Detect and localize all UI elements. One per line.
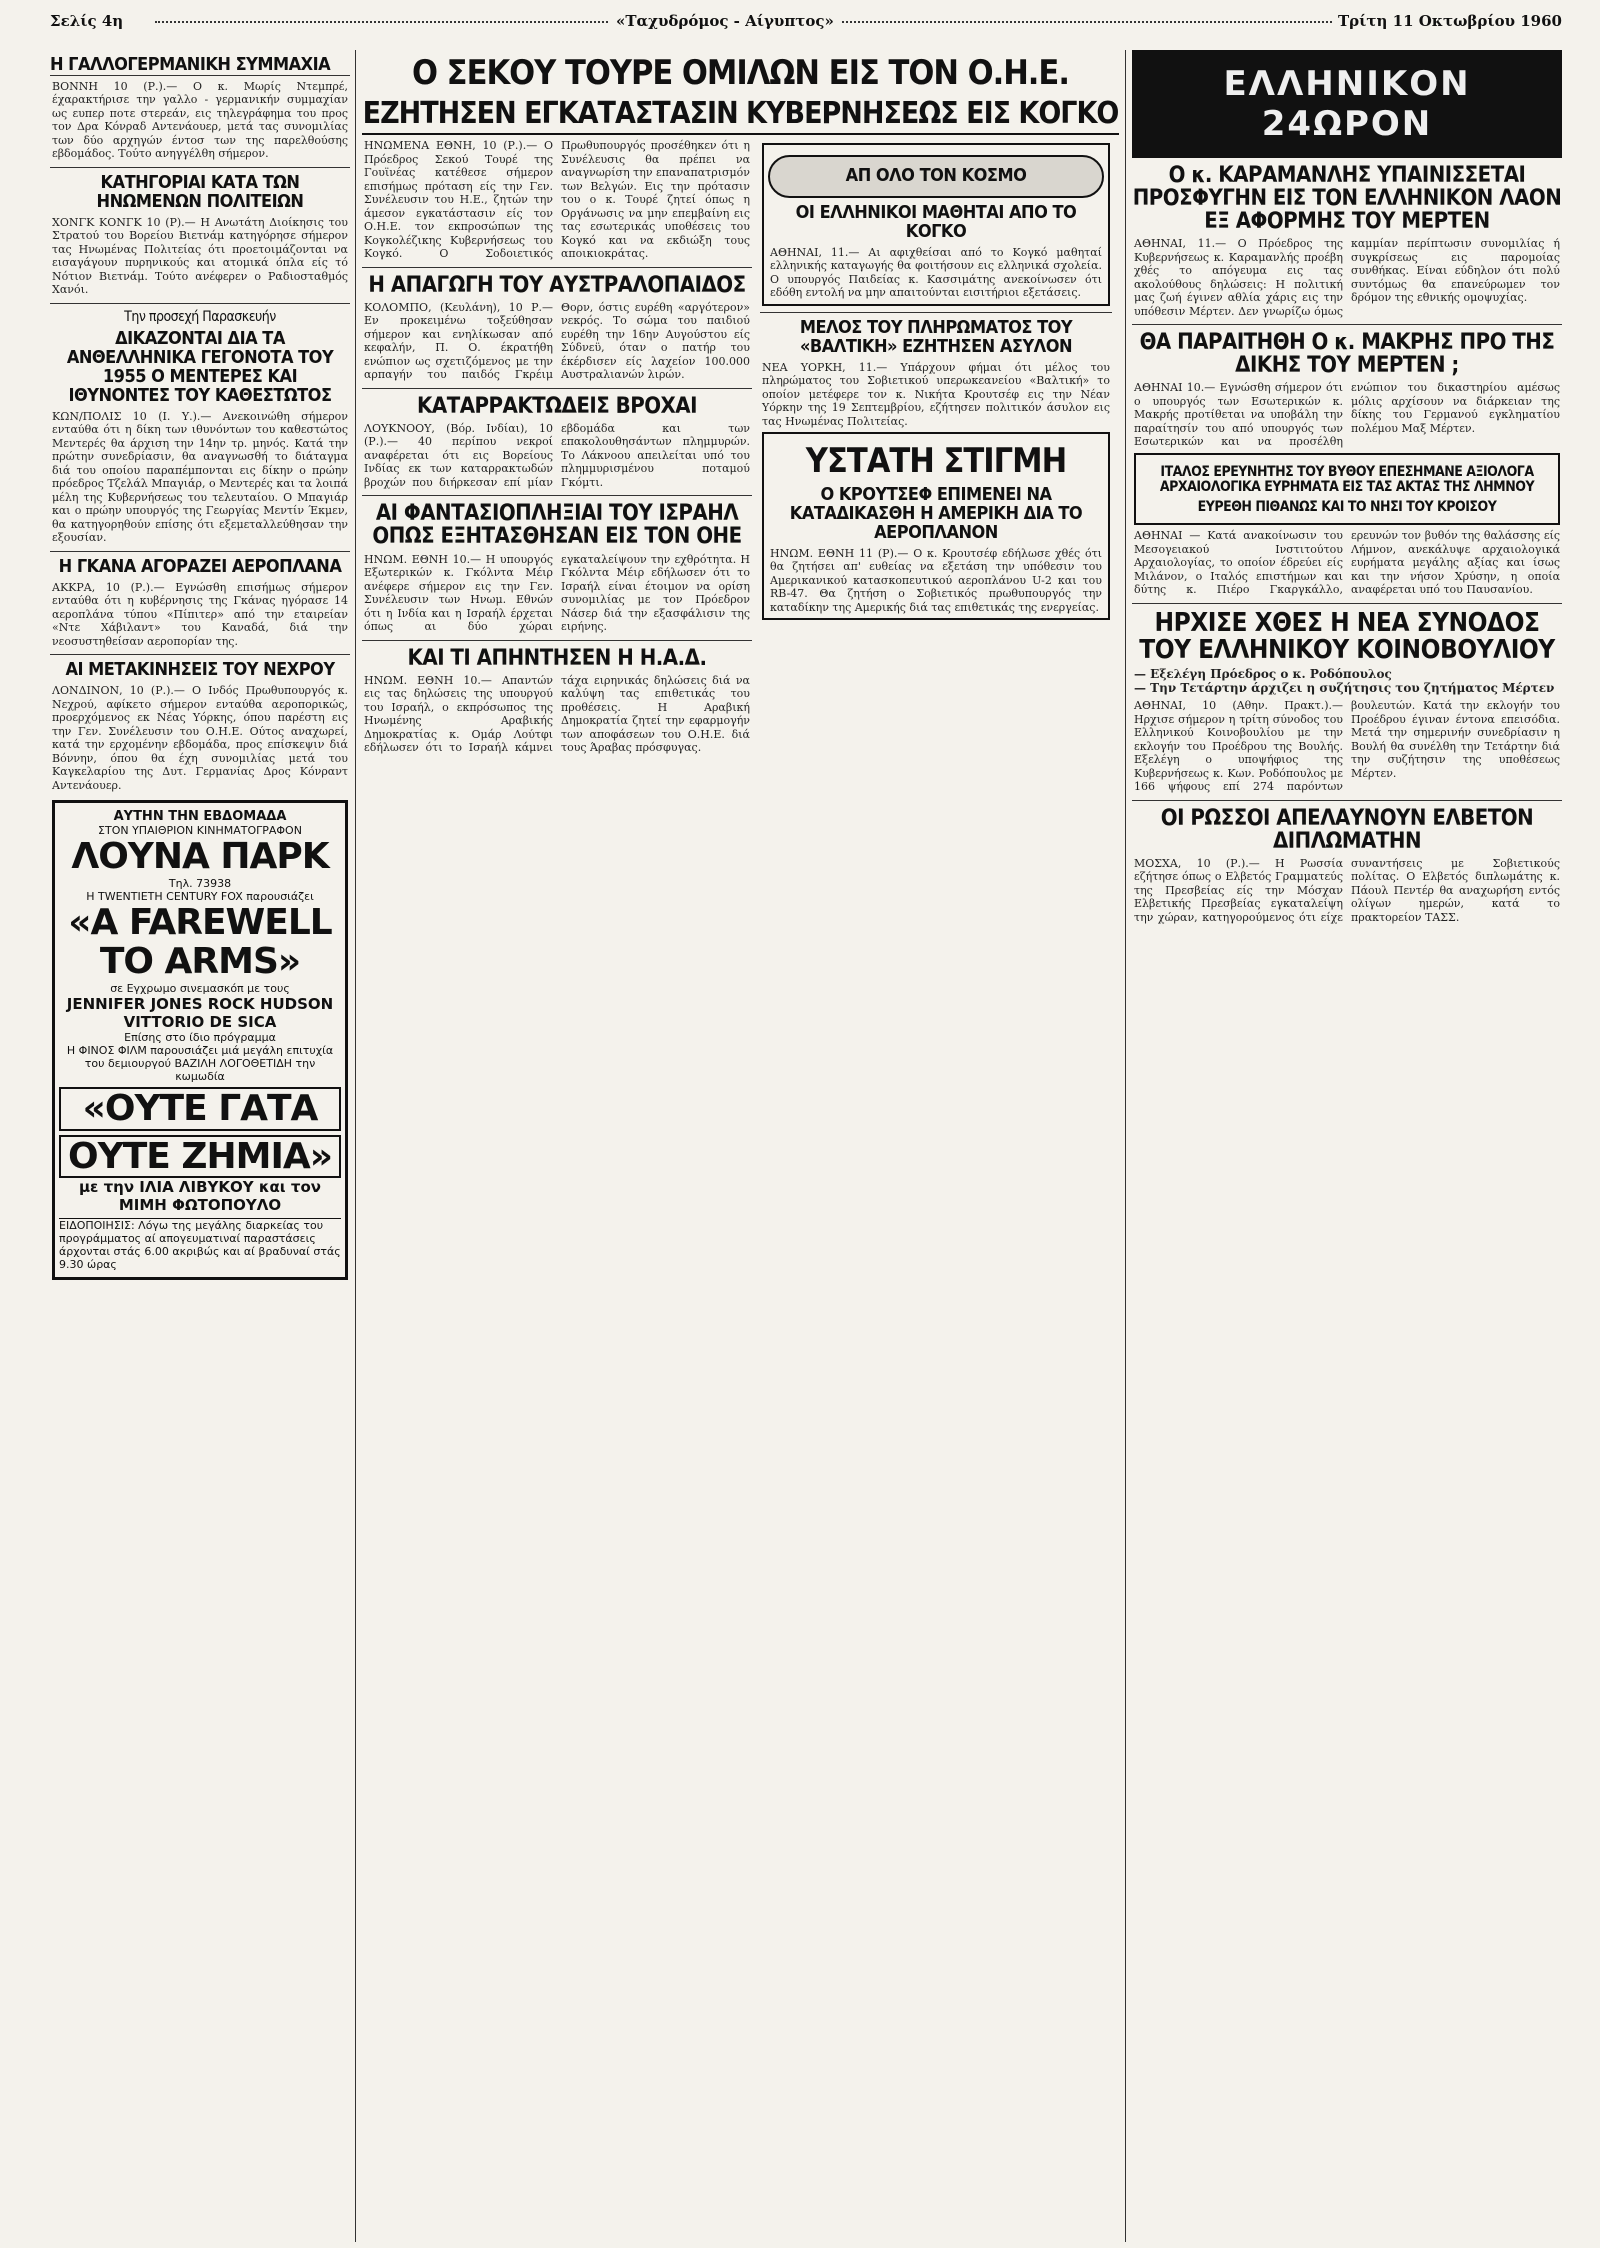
- page-number: Σελίς 4η: [50, 12, 124, 30]
- column-rule: [1125, 50, 1126, 2242]
- article-body: ΗΝΩΜ. ΕΘΝΗ 10.— Η υπουργός Εξωτερικών κ. Γκόλντα Μέιρ ανέφερε σήμερον εις την Γεν. Συνέλευσιν των Ηνωμ. Εθνών ότι η Ινδία και η Ισραήλ έρχεται όπως αι δύο χώραι εγκαταλείψουν την εχθρότητα. Η Γκόλντα Μέιρ εδήλωσεν ότι το Ισραήλ είναι έτοιμον να ορίση συνομιλίας με τον Πρόεδρον Νάσερ διά την εξασφάλισιν της ειρήνης.: [364, 552, 750, 634]
- middle-left: [362, 139, 752, 754]
- article-body: ΝΕΑ ΥΟΡΚΗ, 11.— Υπάρχουν φήμαι ότι μέλος του πληρώματος του Σοβιετικού υπερωκεανείου «Βαλτική» το οποίον μετέφερε τον κ. Νικήτα Κρουτσέφ εις την Νέαν Υόρκην της 19 Σεπτεμβρίου, εζήτησεν πολιτικόν άσυλον εις τας Ηνωμένας Πολιτείας.: [762, 360, 1110, 428]
- headline: ΑΙ ΦΑΝΤΑΣΙΟΠΛΗΞΙΑΙ ΤΟΥ ΙΣΡΑΗΛ ΟΠΩΣ ΕΞΗΤΑΣΘΗΣΑΝ ΕΙΣ ΤΟΝ ΟΗΕ: [372, 501, 742, 550]
- issue-date: Τρίτη 11 Οκτωβρίου 1960: [1332, 12, 1562, 30]
- cinema-advertisement: [52, 800, 348, 1280]
- article-body: ΛΟΥΚΝΟΟΥ, (Βόρ. Ινδίαι), 10 (Ρ.).— 40 περίπου νεκροί αναφέρεται ότι εις Βορείους Ινδίας εκ των καταρρακτωδών βροχών που διήρκεσαν επί μίαν εβδομάδα και των επακολουθησάντων πλημμυρών. Το Λάκνοου απειλείται υπό του πλημμυρισμένου ποταμού Γκόμτι.: [364, 421, 750, 489]
- subhead: — Εξελέγη Πρόεδρος ο κ. Ροδόπουλος: [1134, 667, 1392, 682]
- article-body: ΑΚΚΡΑ, 10 (Ρ.).— Εγνώσθη επισήμως σήμερον ενταύθα ότι η κυβέρνησις της Γκάνας ηγόρασε 14 αεροπλάνα τύπου «Πίπιτερ» από την εταιρείαν «Ντε Χάβιλαντ» του Καναδά, διά την νεοσυστηθείσαν αεροπορίαν της.: [52, 580, 348, 648]
- headline: ΚΑΙ ΤΙ ΑΠΗΝΤΗΣΕΝ Η Η.Α.Δ.: [407, 645, 707, 671]
- headline: ΟΙ ΡΩΣΣΟΙ ΑΠΕΛΑΥΝΟΥΝ ΕΛΒΕΤΟΝ ΔΙΠΛΩΜΑΤΗΝ: [1160, 805, 1534, 854]
- divider: [50, 654, 350, 655]
- article-body: ΗΝΩΜ. ΕΘΝΗ 10.— Απαντών εις τας δηλώσεις της υπουργού του Ισραήλ, ο εκπρόσωπος της Ηνωμένης Αραβικής Δημοκρατίας κ. Ομάρ Λούτφι εδήλωσεν ότι το Ισραήλ κάμνει τάχα ειρηνικάς δηλώσεις διά να καλύψη τας επιθετικάς του προθέσεις. Η Αραβική Δημοκρατία ζητεί την εφαρμογήν των αποφάσεων του Ο.Η.Ε. διά τους Άραβας πρόσφυγας.: [364, 673, 750, 755]
- divider: [362, 267, 752, 268]
- divider: [1132, 603, 1562, 604]
- column-left: [50, 50, 350, 2242]
- article-body: ΚΩΝ/ΠΟΛΙΣ 10 (Ι. Υ.).— Ανεκοινώθη σήμερον ενταύθα ότι η δίκη των ιθυνόντων του καθεστώτος Μεντερές θα άρχιση την 14ην τρ. μηνός. Κατά την πρώτην συνεδρίασιν, θα αναγνωσθή το διάταγμα διά του οποίου παραπέμπονται εις δίκην ο πρώην πρόεδρος Τζελάλ Μπαγιάρ, ο Μεντερές και τα λοιπά μέλη της Κυβερνήσεως του τελευταίου. Ο Μπαγιάρ και ο πρώην υπουργός της Γεωργίας Μεντίν Έκμεν, θα κατηγορηθούν επίσης ότι εξεμεταλλεύθησαν την εξουσίαν.: [52, 409, 349, 545]
- film-title: ΟΥΤΕ ΖΗΜΙΑ»: [59, 1135, 341, 1179]
- divider: [362, 640, 752, 641]
- article-body: ΛΟΝΔΙΝΟΝ, 10 (Ρ.).— Ο Ινδός Πρωθυπουργός κ. Νεχρού, αφίκετο σήμερον ενταύθα αεροπορικώς, προερχόμενος εκ Νέας Υόρκης, όπου παρέστη εις την Γεν. Συνέλευσιν του Ο.Η.Ε. Ούτος αναχωρεί, κατά την ερχομένην εβδομάδα, προς επίσκεψιν διά Βόννην, όπου θα έχη συνομιλίας μετά του Καγκελαρίου της Δυτ. Γερμανίας Δρος Κόνραντ Αντενάουερ.: [52, 684, 348, 792]
- archaeology-box: [1134, 453, 1560, 525]
- newspaper-page: [50, 6, 1562, 2242]
- divider: [760, 312, 1112, 313]
- cast-list: με την ΙΛΙΑ ΛΙΒΥΚΟΥ και τον ΜΙΜΗ ΦΩΤΟΠΟΥΛΟ: [79, 1178, 321, 1215]
- late-news-box: [762, 432, 1110, 620]
- middle-right: [760, 139, 1112, 754]
- cinema-name: ΛΟΥΝΑ ΠΑΡΚ: [71, 836, 329, 878]
- column-rule: [355, 50, 356, 2242]
- divider: [50, 167, 350, 168]
- headline: ΚΑΤΗΓΟΡΙΑΙ ΚΑΤΑ ΤΩΝ ΗΝΩΜΕΝΩΝ ΠΟΛΙΤΕΙΩΝ: [96, 171, 304, 212]
- headline: ΑΙ ΜΕΤΑΚΙΝΗΣΕΙΣ ΤΟΥ ΝΕΧΡΟΥ: [65, 659, 335, 681]
- film-title: «ΟΥΤΕ ΓΑΤΑ: [59, 1087, 341, 1131]
- article-body: ΗΝΩΜΕΝΑ ΕΘΝΗ, 10 (Ρ.).— Ο Πρόεδρος Σεκού Τουρέ της Γουϊνέας κατέθεσε σήμερον επισήμως πρόταση είς την Γεν. Συνέλευσιν του Η.Ε., ζητών την άμεσον εγκατάστασιν είς τον Ο.Η.Ε. τον εκπροσώπων της Κογκολέζικης Κυβερνήσεως του Κογκό. Ο Σοδοιετικός Πρωθυπουργός προσέθηκεν ότι η Συνέλευσις θα πρέπει να αναγνωρίση την επαναπατρισμόν των Βελγών. Εις την πρότασιν του ο κ. Τουρέ ζητεί όπως η Οργάνωσις να μην επεμβαίνη εις τας εσωτερικάς υποθέσεις του Κογκό και να εκδιώξη τους αποικιοκράτας.: [364, 139, 750, 261]
- divider: [1132, 800, 1562, 801]
- article-body: ΑΘΗΝΑΙ, 11.— Αι αφιχθείσαι από το Κογκό μαθηταί ελληνικής καταγωγής θα φοιτήσουν εις ελληνικά σχολεία. Ο υπουργός Παιδείας κ. Κασσιμάτης ανεκοίνωσεν ότι εδόθη εντολή να μην απαιτούνται εισιτήριοι εξετάσεις.: [770, 245, 1102, 300]
- article-body: ΑΘΗΝΑΙ, 11.— Ο Πρόεδρος της Κυβερνήσεως κ. Καραμανλής προέβη χθές το απόγευμα εις τας ακολούθους δηλώσεις: Η πολιτική μας ζωή έγινεν αθλία χάρις εις την υπόθεσιν Μέρτεν. Δεν γνωρίζω όμως καμμίαν περίπτωσιν συνομιλίας ή συγκρίσεως εις παρομοίας συνθήκας. Είναι εύδηλον ότι πολύ συντόμως θα επανεύρωμεν τον δρόμον της εθνικής ομοψυχίας.: [1134, 237, 1560, 318]
- ad-notice: ΕΙΔΟΠΟΙΗΣΙΣ: Λόγω της μεγάλης διαρκείας του προγράμματος αί απογευματιναί παραστάσεις άρχονται στάς 6.00 ακριβώς και αί βραδυναί στάς 9.30 ώρας: [59, 1219, 341, 1272]
- format-line: σε Εγχρωμο σινεμασκόπ με τους: [110, 981, 290, 995]
- headline: Η ΓΑΛΛΟΓΕΡΜΑΝΙΚΗ ΣΥΜΜΑΧΙΑ: [50, 56, 350, 76]
- divider: [1132, 324, 1562, 325]
- ad-line: ΣΤΟΝ ΥΠΑΙΘΡΙΟΝ ΚΙΝΗΜΑΤΟΓΡΑΦΟΝ: [98, 824, 302, 838]
- article-body: ΗΝΩΜ. ΕΘΝΗ 11 (Ρ).— Ο κ. Κρουτσέφ εδήλωσε χθές ότι θα ζητήσει απ' ευθείας να εξετάση την υπόθεσιν του Αμερικανικού κατασκοπευτικού αεροπλάνου U-2 και του RB-47. Θα ζητήση ο Σοβιετικός πρωθυπουργός την καταδίκην της Αμερικής διά τας επιθετικάς της ενεργείας.: [770, 546, 1102, 614]
- headline: ΙΤΑΛΟΣ ΕΡΕΥΝΗΤΗΣ ΤΟΥ ΒΥΘΟΥ ΕΠΕΣΗΜΑΝΕ ΑΞΙΟΛΟΓΑ ΑΡΧΑΙΟΛΟΓΙΚΑ ΕΥΡΗΜΑΤΑ ΕΙΣ ΤΑΣ ΑΚΤΑΣ ΤΗΣ ΛΗΜΝΟΥ: [1159, 463, 1535, 495]
- ad-line: Η ΦΙΝΟΣ ΦΙΛΜ παρουσιάζει μιά μεγάλη επιτυχία του δεμιουργού ΒΑΖΙΛΗ ΛΟΓΟΘΕΤΙΔΗ την κωμωδία: [66, 1043, 334, 1083]
- film-title: «A FAREWELL: [68, 901, 332, 943]
- cast-list: JENNIFER JONES ROCK HUDSON VITTORIO DE SICA: [66, 994, 334, 1031]
- article-body: ΑΘΗΝΑΙ, 10 (Αθην. Πρακτ.).— Ηρχισε σήμερον η τρίτη σύνοδος του Ελληνικού Κοινοβουλίου με την εκλογήν του Προέδρου της Βουλής. Εξελέγη ο υποψήφιος της Κυβερνήσεως κ. Κων. Ροδόπουλος με 166 ψήφους επί 274 παρόντων βουλευτών. Κατά την εκλογήν του Προέδρου έγιναν έντονα επεισόδια. Μετά την σημερινήν συνεδρίασιν η Βουλή θα συνέλθη την Τετάρτην διά την συζήτησιν της υποθέσεως Μέρτεν.: [1134, 699, 1560, 794]
- world-news-box: [762, 143, 1110, 306]
- article-body: ΑΘΗΝΑΙ 10.— Εγνώσθη σήμερον ότι ο υπουργός των Εσωτερικών κ. Μακρής προτίθεται να υποβάλη την παραίτησίν του από υπουργός των Εσωτερικών και να προσέλθη ενώπιον του δικαστηρίου αμέσως μόλις αρχίσουν να διάρκειαν της δίκης του Γερμανού εγκληματίου πολέμου Μαξ Μέρτεν.: [1134, 381, 1560, 449]
- headline: ΘΑ ΠΑΡΑΙΤΗΘΗ Ο κ. ΜΑΚΡΗΣ ΠΡΟ ΤΗΣ ΔΙΚΗΣ ΤΟΥ ΜΕΡΤΕΝ ;: [1139, 330, 1555, 379]
- headline: ΗΡΧΙΣΕ ΧΘΕΣ Η ΝΕΑ ΣΥΝΟΔΟΣ ΤΟΥ ΕΛΛΗΝΙΚΟΥ ΚΟΙΝΟΒΟΥΛΙΟΥ: [1139, 607, 1555, 665]
- paper-name: «Ταχυδρόμος - Αίγυπτος»: [610, 12, 840, 30]
- article-body: ΒΟΝΝΗ 10 (Ρ.).— Ο κ. Μωρίς Ντεμπρέ, έχαρακτήρισε την γαλλο - γερμανικήν συμμαχίαν ως ευπερ ποτε στερεάν, εις τηλεγράφημα του προς τον Δρα Κόνραδ Αντενάουερ, μετά τας συνομιλίας των δύο αρχηγών έντοσ των της παρελθούσης εβδομάδος. Τούτο ανηγγέλθη σήμερον.: [52, 79, 348, 161]
- divider: [362, 495, 752, 496]
- headline: ΚΑΤΑΡΡΑΚΤΩΔΕΙΣ ΒΡΟΧΑΙ: [417, 393, 697, 419]
- column-right: [1132, 50, 1562, 2242]
- headline: Η ΑΠΑΓΩΓΗ ΤΟΥ ΑΥΣΤΡΑΛΟΠΑΙΔΟΣ: [368, 272, 746, 298]
- headline: ΔΙΚΑΖΟΝΤΑΙ ΔΙΑ ΤΑ ΑΝΘΕΛΛΗΝΙΚΑ ΓΕΓΟΝΟΤΑ ΤΟΥ 1955 Ο ΜΕΝΤΕΡΕΣ ΚΑΙ ΙΘΥΝΟΝΤΕΣ ΤΟΥ ΚΑΘΕΣΤΩΤΟΣ: [66, 328, 334, 407]
- late-news-title: ΥΣΤΑΤΗ ΣΤΙΓΜΗ: [805, 441, 1067, 482]
- world-news-banner: ΑΠ ΟΛΟ ΤΟΝ ΚΟΣΜΟ: [768, 155, 1104, 198]
- studio-line: Η TWENTIETH CENTURY FOX παρουσιάζει: [86, 889, 314, 903]
- article-body: ΚΟΛΟΜΠΟ, (Κευλάνη), 10 Ρ.— Εν προκειμένω τοξεύθησαν σήμερον και ενηλίκωσαν από κεφαλήν, Π. Ο. έκρατήθη ενώπιον ως σχετιζόμενος με την αρπαγήν του παιδός Γκρέιμ Θορν, όστις ευρέθη «αργότερον» νεκρός. Το σώμα του παιδιού ευρέθη την 16ην Αυγούστου είς Σύδνεϋ, όταν ο πατήρ του έκέρδισεν είς λαχείον 100.000 Αυστραλιανών λιρών.: [364, 300, 750, 382]
- ad-line: Επίσης στο ίδιο πρόγραμμα: [124, 1030, 276, 1044]
- divider: [50, 551, 350, 552]
- film-title: TO ARMS»: [99, 941, 301, 983]
- masthead: [50, 6, 1562, 46]
- headline: Ο κ. ΚΑΡΑΜΑΝΛΗΣ ΥΠΑΙΝΙΣΣΕΤΑΙ ΠΡΟΣΦΥΓΗΝ ΕΙΣ ΤΟΝ ΕΛΛΗΝΙΚΟΝ ΛΑΟΝ ΕΞ ΑΦΟΡΜΗΣ ΤΟΥ ΜΕΡΤΕΝ: [1132, 163, 1562, 235]
- column-middle: [362, 50, 1119, 2242]
- headline-sub: ΕΥΡΕΘΗ ΠΙΘΑΝΩΣ ΚΑΙ ΤΟ ΝΗΣΙ ΤΟΥ ΚΡΟΙΣΟΥ: [1197, 499, 1497, 516]
- divider: [50, 303, 350, 304]
- headline: ΟΙ ΕΛΛΗΝΙΚΟΙ ΜΑΘΗΤΑΙ ΑΠΟ ΤΟ ΚΟΓΚΟ: [795, 202, 1077, 242]
- headline: ΜΕΛΟΣ ΤΟΥ ΠΛΗΡΩΜΑΤΟΣ ΤΟΥ «ΒΑΛΤΙΚΗ» ΕΖΗΤΗΣΕΝ ΑΣΥΛΟΝ: [799, 316, 1073, 357]
- subhead: — Την Τετάρτην άρχιζει η συζήτησις του ζητήματος Μέρτεν: [1134, 680, 1555, 695]
- article-body: ΑΘΗΝΑΙ — Κατά ανακοίνωσιν του Μεσογειακού Ινστιτούτου Αρχαιολογίας, το οποίον έδρεύει είς Μιλάνον, ο Ιταλός επιστήμων και δύτης κ. Πιέρο Γκαργκάλλο, ερευνών τον βυθόν της θαλάσσης είς Λήμνον, ανεκάλυψε αρχαιολογικά ευρήματα μεγάλης αξίας και ίσως και την νήσον Χρύσην, η οποία αναφέρεται υπό του Παυσανίου.: [1134, 529, 1560, 597]
- article-body: ΧΟΝΓΚ ΚΟΝΓΚ 10 (Ρ).— Η Ανωτάτη Διοίκησις του Στρατού του Βορείου Βιετνάμ κατηγόρησε σήμερον τας Ηνωμένας Πολιτείας ότι προετοιμάζονται να εισαγάγουν πυρηνικούς και ατομικά όπλα είς τό Νότιον Βιετνάμ. Τούτο ανέφερεν ο Ραδιοσταθμός Χανόι.: [52, 215, 348, 297]
- greek-24h-banner: ΕΛΛΗΝΙΚΟΝ 24ΩΡΟΝ: [1132, 50, 1562, 158]
- divider: [362, 388, 752, 389]
- middle-grid: [362, 139, 1119, 754]
- headline: Η ΓΚΑΝΑ ΑΓΟΡΑΖΕΙ ΑΕΡΟΠΛΑΝΑ: [58, 555, 342, 577]
- main-headline-sub: ΕΖΗΤΗΣΕΝ ΕΓΚΑΤΑΣΤΑΣΙΝ ΚΥΒΕΡΝΗΣΕΩΣ ΕΙΣ ΚΟΓΚΟ: [362, 98, 1119, 136]
- article-body: ΜΟΣΧΑ, 10 (Ρ.).— Η Ρωσσία εζήτησε όπως ο Ελβετός Γραμματεύς της Πρεσβείας είς την Μόσχαν Ελβετικής Πρεσβείας εγκαταλείψη την χώραν, κατηγορούμενος ότι είχε συναντήσεις με Σοβιετικούς πολίτας. Ο Ελβετός διπλωμάτης κ. Πάουλ Πεντέρ θα αναχωρήση εντός ολίγων ημερών, κατά το πρακτορείον ΤΑΣΣ.: [1134, 856, 1560, 924]
- kicker: Την προσεχή Παρασκευήν: [124, 308, 276, 325]
- cinema-phone: Τηλ. 73938: [168, 876, 232, 890]
- headline: Ο ΚΡΟΥΤΣΕΦ ΕΠΙΜΕΝΕΙ ΝΑ ΚΑΤΑΔΙΚΑΣΘΗ Η ΑΜΕΡΙΚΗ ΔΙΑ ΤΟ ΑΕΡΟΠΛΑΝΟΝ: [789, 483, 1083, 543]
- ad-line: ΑΥΤΗΝ ΤΗΝ ΕΒΔΟΜΑΔΑ: [113, 809, 287, 825]
- main-headline: Ο ΣΕΚΟΥ ΤΟΥΡΕ ΟΜΙΛΩΝ ΕΙΣ ΤΟΝ Ο.Η.Ε.: [412, 53, 1069, 93]
